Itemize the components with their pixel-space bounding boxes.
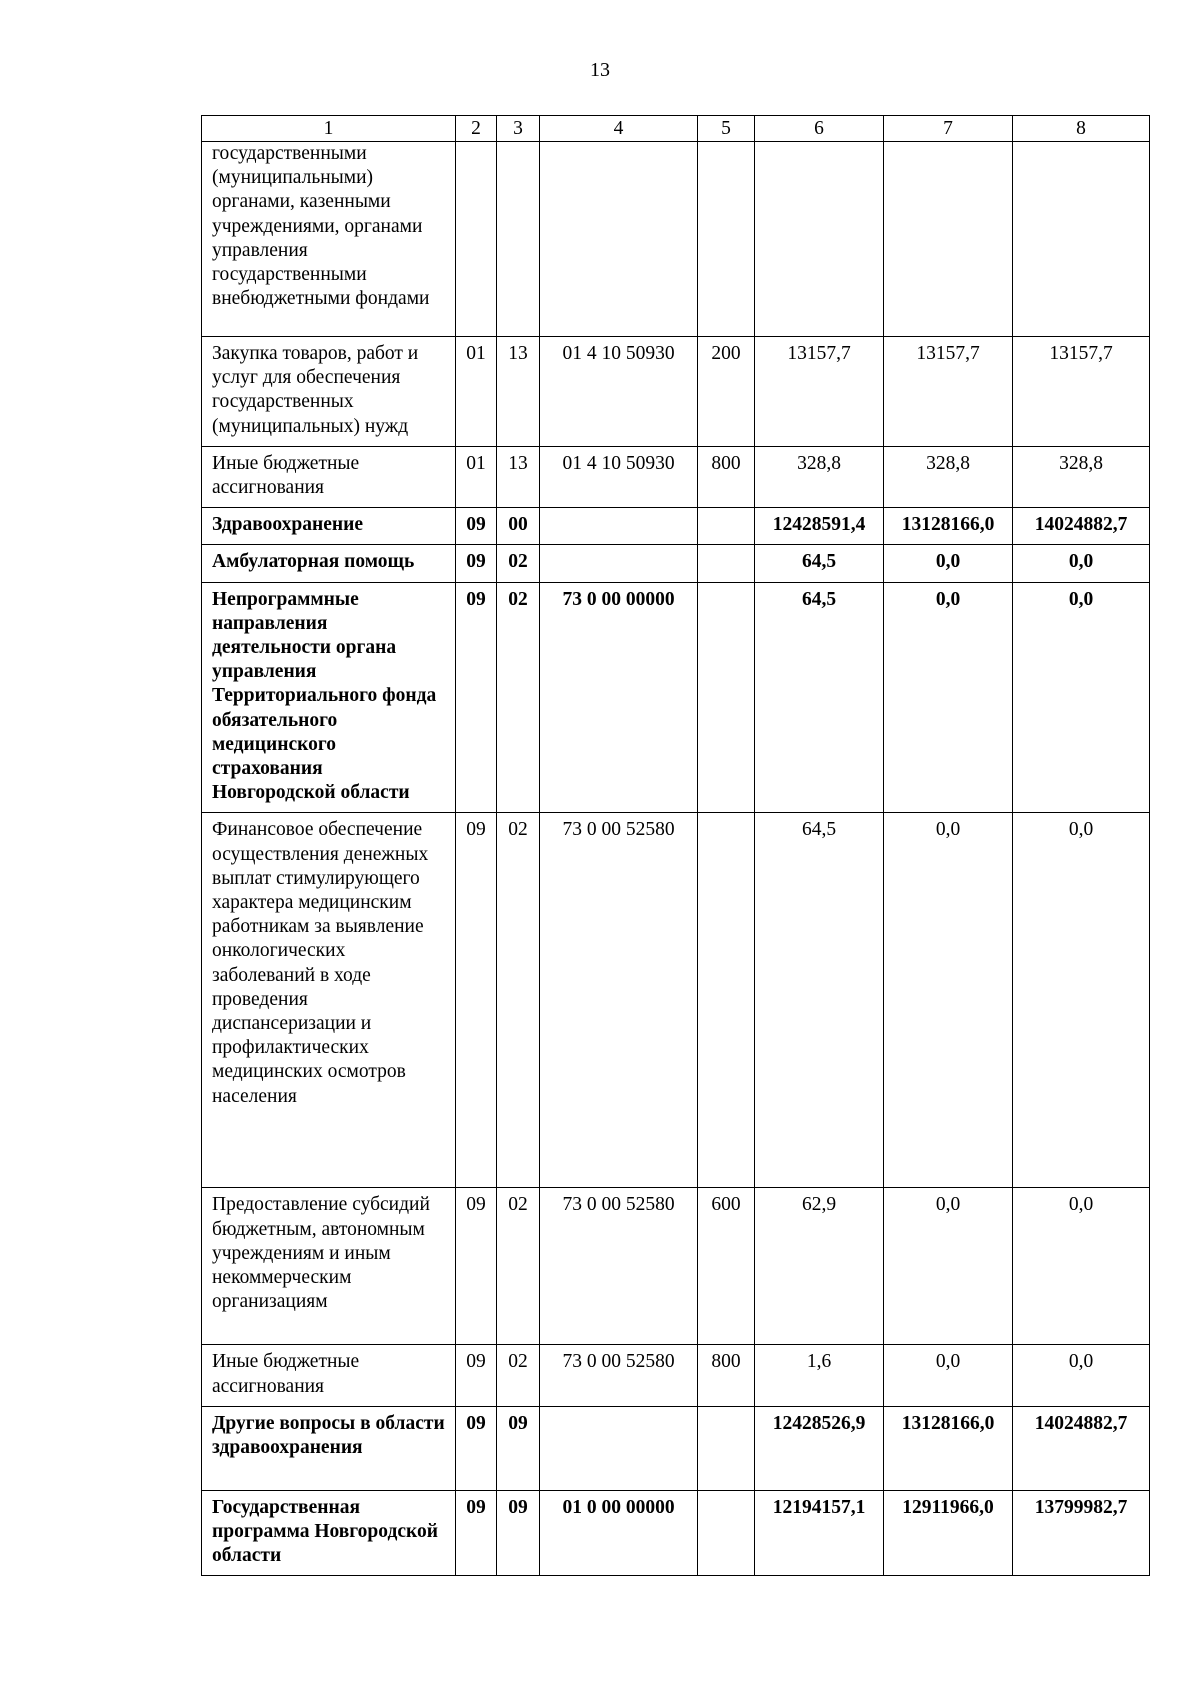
- table-row: [202, 508, 1150, 545]
- cell-amount-2: 12911966,0: [884, 1490, 1013, 1576]
- cell-amount-1: 64,5: [755, 813, 884, 1188]
- cell-target-article: 73 0 00 52580: [540, 1345, 698, 1406]
- cell-section: 09: [456, 508, 497, 545]
- cell-subsection: 02: [497, 545, 540, 582]
- cell-subsection: 02: [497, 813, 540, 1188]
- cell-expense-type: [698, 582, 755, 813]
- row-name: Амбулаторная помощь: [202, 545, 456, 582]
- cell-subsection: [497, 142, 540, 337]
- cell-target-article: [540, 142, 698, 337]
- cell-target-article: 73 0 00 52580: [540, 813, 698, 1188]
- cell-amount-1: 1,6: [755, 1345, 884, 1406]
- table-row: [202, 545, 1150, 582]
- cell-section: 09: [456, 813, 497, 1188]
- column-header: 3: [497, 116, 540, 142]
- cell-section: 01: [456, 446, 497, 507]
- cell-subsection: 09: [497, 1490, 540, 1576]
- cell-amount-1: 62,9: [755, 1188, 884, 1345]
- cell-expense-type: [698, 1406, 755, 1490]
- cell-amount-1: 13157,7: [755, 337, 884, 447]
- cell-amount-1: 328,8: [755, 446, 884, 507]
- cell-target-article: 01 0 00 00000: [540, 1490, 698, 1576]
- cell-expense-type: [698, 1490, 755, 1576]
- row-name: государственными (муниципальными) органами, казенными учреждениями, органами управления государственными внебюджетными фондами: [202, 142, 456, 337]
- cell-target-article: [540, 545, 698, 582]
- cell-expense-type: [698, 142, 755, 337]
- column-header: 5: [698, 116, 755, 142]
- row-name: Другие вопросы в области здравоохранения: [202, 1406, 456, 1490]
- cell-expense-type: [698, 508, 755, 545]
- column-header: 2: [456, 116, 497, 142]
- row-name: Предоставление субсидий бюджетным, автономным учреждениям и иным некоммерческим организациям: [202, 1188, 456, 1345]
- table-row: [202, 1188, 1150, 1345]
- cell-subsection: 02: [497, 1188, 540, 1345]
- cell-amount-3: 14024882,7: [1013, 508, 1150, 545]
- page-number: 13: [590, 59, 610, 81]
- table-row: [202, 142, 1150, 337]
- cell-amount-3: 0,0: [1013, 1345, 1150, 1406]
- cell-subsection: 00: [497, 508, 540, 545]
- cell-amount-1: 12428591,4: [755, 508, 884, 545]
- cell-amount-1: 64,5: [755, 545, 884, 582]
- cell-amount-3: 328,8: [1013, 446, 1150, 507]
- cell-amount-1: 64,5: [755, 582, 884, 813]
- cell-section: 09: [456, 1345, 497, 1406]
- table-row: [202, 813, 1150, 1188]
- cell-target-article: 73 0 00 52580: [540, 1188, 698, 1345]
- table-header-row: [202, 116, 1150, 142]
- cell-amount-2: 13128166,0: [884, 1406, 1013, 1490]
- cell-amount-3: 14024882,7: [1013, 1406, 1150, 1490]
- cell-target-article: 01 4 10 50930: [540, 337, 698, 447]
- cell-amount-2: [884, 142, 1013, 337]
- cell-section: 09: [456, 545, 497, 582]
- cell-target-article: [540, 1406, 698, 1490]
- table-row: [202, 582, 1150, 813]
- cell-amount-1: 12194157,1: [755, 1490, 884, 1576]
- cell-amount-3: 0,0: [1013, 813, 1150, 1188]
- column-header: 6: [755, 116, 884, 142]
- row-name: Государственная программа Новгородской области: [202, 1490, 456, 1576]
- cell-amount-1: [755, 142, 884, 337]
- row-name: Иные бюджетные ассигнования: [202, 446, 456, 507]
- table-row: [202, 1345, 1150, 1406]
- cell-amount-2: 13157,7: [884, 337, 1013, 447]
- table-row: [202, 337, 1150, 447]
- cell-expense-type: 200: [698, 337, 755, 447]
- cell-expense-type: [698, 545, 755, 582]
- budget-table: [201, 115, 1150, 1576]
- cell-section: 09: [456, 1490, 497, 1576]
- cell-subsection: 13: [497, 446, 540, 507]
- row-name: Здравоохранение: [202, 508, 456, 545]
- row-name: Закупка товаров, работ и услуг для обеспечения государственных (муниципальных) нужд: [202, 337, 456, 447]
- cell-subsection: 13: [497, 337, 540, 447]
- cell-amount-3: 0,0: [1013, 582, 1150, 813]
- row-name: Иные бюджетные ассигнования: [202, 1345, 456, 1406]
- cell-amount-2: 0,0: [884, 1188, 1013, 1345]
- cell-amount-3: [1013, 142, 1150, 337]
- cell-section: 09: [456, 1406, 497, 1490]
- cell-amount-2: 0,0: [884, 582, 1013, 813]
- cell-amount-2: 328,8: [884, 446, 1013, 507]
- column-header: 4: [540, 116, 698, 142]
- cell-target-article: 01 4 10 50930: [540, 446, 698, 507]
- cell-target-article: 73 0 00 00000: [540, 582, 698, 813]
- cell-amount-3: 0,0: [1013, 1188, 1150, 1345]
- table-body: [202, 116, 1150, 1576]
- cell-amount-3: 13799982,7: [1013, 1490, 1150, 1576]
- cell-expense-type: [698, 813, 755, 1188]
- cell-section: 09: [456, 1188, 497, 1345]
- cell-amount-2: 0,0: [884, 813, 1013, 1188]
- column-header: 1: [202, 116, 456, 142]
- cell-section: 09: [456, 582, 497, 813]
- cell-subsection: 09: [497, 1406, 540, 1490]
- table-row: [202, 1406, 1150, 1490]
- cell-subsection: 02: [497, 1345, 540, 1406]
- table-row: [202, 446, 1150, 507]
- cell-amount-3: 0,0: [1013, 545, 1150, 582]
- cell-section: 01: [456, 337, 497, 447]
- row-name: Непрограммные направления деятельности органа управления Территориального фонда обязательного медицинского страхования Новгородской области: [202, 582, 456, 813]
- cell-subsection: 02: [497, 582, 540, 813]
- column-header: 7: [884, 116, 1013, 142]
- cell-section: [456, 142, 497, 337]
- cell-amount-2: 0,0: [884, 1345, 1013, 1406]
- cell-expense-type: 800: [698, 1345, 755, 1406]
- cell-amount-2: 13128166,0: [884, 508, 1013, 545]
- column-header: 8: [1013, 116, 1150, 142]
- cell-expense-type: 800: [698, 446, 755, 507]
- row-name: Финансовое обеспечение осуществления денежных выплат стимулирующего характера медицинским работникам за выявление онкологических заболеваний в ходе проведения диспансеризации и профилактических медицинских осмотров населения: [202, 813, 456, 1188]
- cell-target-article: [540, 508, 698, 545]
- cell-amount-2: 0,0: [884, 545, 1013, 582]
- cell-expense-type: 600: [698, 1188, 755, 1345]
- cell-amount-3: 13157,7: [1013, 337, 1150, 447]
- table-row: [202, 1490, 1150, 1576]
- cell-amount-1: 12428526,9: [755, 1406, 884, 1490]
